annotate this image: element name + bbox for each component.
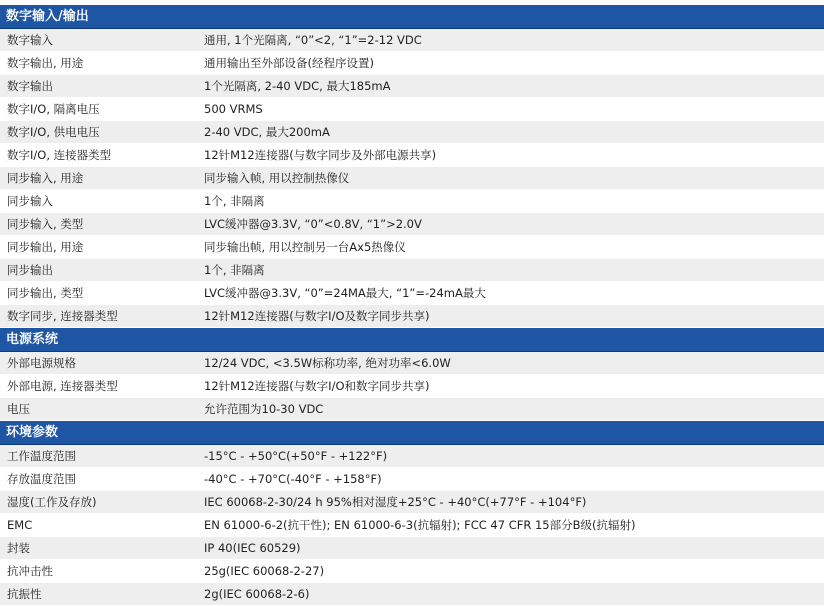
spec-label: 存放温度范围: [7, 472, 76, 486]
spec-label: 数字I/O, 隔离电压: [7, 102, 100, 116]
spec-label: 同步输出, 类型: [7, 286, 84, 300]
spec-value: 同步输入帧, 用以控制热像仪: [204, 171, 350, 185]
spec-label: 同步输入, 类型: [7, 217, 84, 231]
spec-value: IEC 60068-2-30/24 h 95%相对湿度+25°C - +40°C(+77°F - +104°F): [204, 495, 587, 509]
spec-value: 12针M12连接器(与数字I/O及数字同步共享): [204, 309, 430, 323]
spec-label: 工作温度范围: [7, 449, 76, 463]
section-power-system: [0, 328, 824, 421]
spec-label: 数字I/O, 供电电压: [7, 125, 100, 139]
spec-label: EMC: [7, 518, 33, 532]
spec-value: 2g(IEC 60068-2-6): [204, 587, 310, 601]
spec-row: [0, 29, 824, 52]
spec-value: 25g(IEC 60068-2-27): [204, 564, 325, 578]
spec-value: IP 40(IEC 60529): [204, 541, 301, 555]
spec-label: 同步输出: [7, 263, 53, 277]
spec-row: [0, 468, 824, 491]
spec-label: 外部电源, 连接器类型: [7, 379, 118, 393]
spec-label: 数字输出: [7, 79, 53, 93]
spec-row: [0, 305, 824, 328]
spec-row: [0, 52, 824, 75]
spec-label: 电压: [7, 402, 30, 416]
spec-row: [0, 121, 824, 144]
spec-row: [0, 491, 824, 514]
spec-value: 允许范围为10-30 VDC: [204, 402, 324, 416]
spec-row: [0, 514, 824, 537]
spec-row: [0, 560, 824, 583]
spec-row: [0, 375, 824, 398]
spec-value: 12针M12连接器(与数字同步及外部电源共享): [204, 148, 437, 162]
spec-row: [0, 190, 824, 213]
spec-row: [0, 213, 824, 236]
spec-row: [0, 282, 824, 305]
spec-row: [0, 98, 824, 121]
spec-value: LVC缓冲器@3.3V, “0”<0.8V, “1”>2.0V: [204, 217, 422, 231]
section-digital-io: [0, 5, 824, 328]
spec-row: [0, 398, 824, 421]
spec-label: 数字同步, 连接器类型: [7, 309, 118, 323]
spec-label: 同步输出, 用途: [7, 240, 84, 254]
spec-label: 同步输入: [7, 194, 53, 208]
spec-label: 抗振性: [7, 587, 42, 601]
spec-value: 通用, 1个光隔离, “0”<2, “1”=2-12 VDC: [204, 33, 422, 47]
spec-value: 同步输出帧, 用以控制另一台Ax5热像仪: [204, 240, 406, 254]
spec-label: 外部电源规格: [7, 356, 76, 370]
spec-row: [0, 75, 824, 98]
section-title: 数字输入/输出: [0, 5, 824, 29]
spec-label: 同步输入, 用途: [7, 171, 84, 185]
spec-row: [0, 144, 824, 167]
spec-label: 封装: [7, 541, 30, 555]
spec-label: 数字输入: [7, 33, 53, 47]
spec-row: [0, 583, 824, 606]
section-environment: [0, 421, 824, 606]
spec-value: 通用输出至外部设备(经程序设置): [204, 56, 374, 70]
spec-label: 抗冲击性: [7, 564, 53, 578]
spec-value: -40°C - +70°C(-40°F - +158°F): [204, 472, 382, 486]
spec-label: 数字I/O, 连接器类型: [7, 148, 112, 162]
spec-row: [0, 167, 824, 190]
spec-row: [0, 259, 824, 282]
section-title: 电源系统: [0, 328, 824, 352]
spec-value: 500 VRMS: [204, 102, 263, 116]
section-title: 环境参数: [0, 421, 824, 445]
spec-row: [0, 537, 824, 560]
spec-row: [0, 236, 824, 259]
spec-value: 2-40 VDC, 最大200mA: [204, 125, 330, 139]
spec-value: 1个, 非隔离: [204, 194, 265, 208]
spec-row: [0, 352, 824, 375]
spec-value: 12/24 VDC, <3.5W标称功率, 绝对功率<6.0W: [204, 356, 451, 370]
spec-value: LVC缓冲器@3.3V, “0”=24MA最大, “1”=-24mA最大: [204, 286, 486, 300]
spec-value: EN 61000-6-2(抗干性); EN 61000-6-3(抗辐射); FCC 47 CFR 15部分B级(抗辐射): [204, 518, 636, 532]
spec-row: [0, 445, 824, 468]
spec-value: 1个, 非隔离: [204, 263, 265, 277]
spec-value: 1个光隔离, 2-40 VDC, 最大185mA: [204, 79, 391, 93]
spec-value: -15°C - +50°C(+50°F - +122°F): [204, 449, 388, 463]
spec-value: 12针M12连接器(与数字I/O和数字同步共享): [204, 379, 430, 393]
spec-label: 湿度(工作及存放): [7, 495, 97, 509]
spec-label: 数字输出, 用途: [7, 56, 84, 70]
